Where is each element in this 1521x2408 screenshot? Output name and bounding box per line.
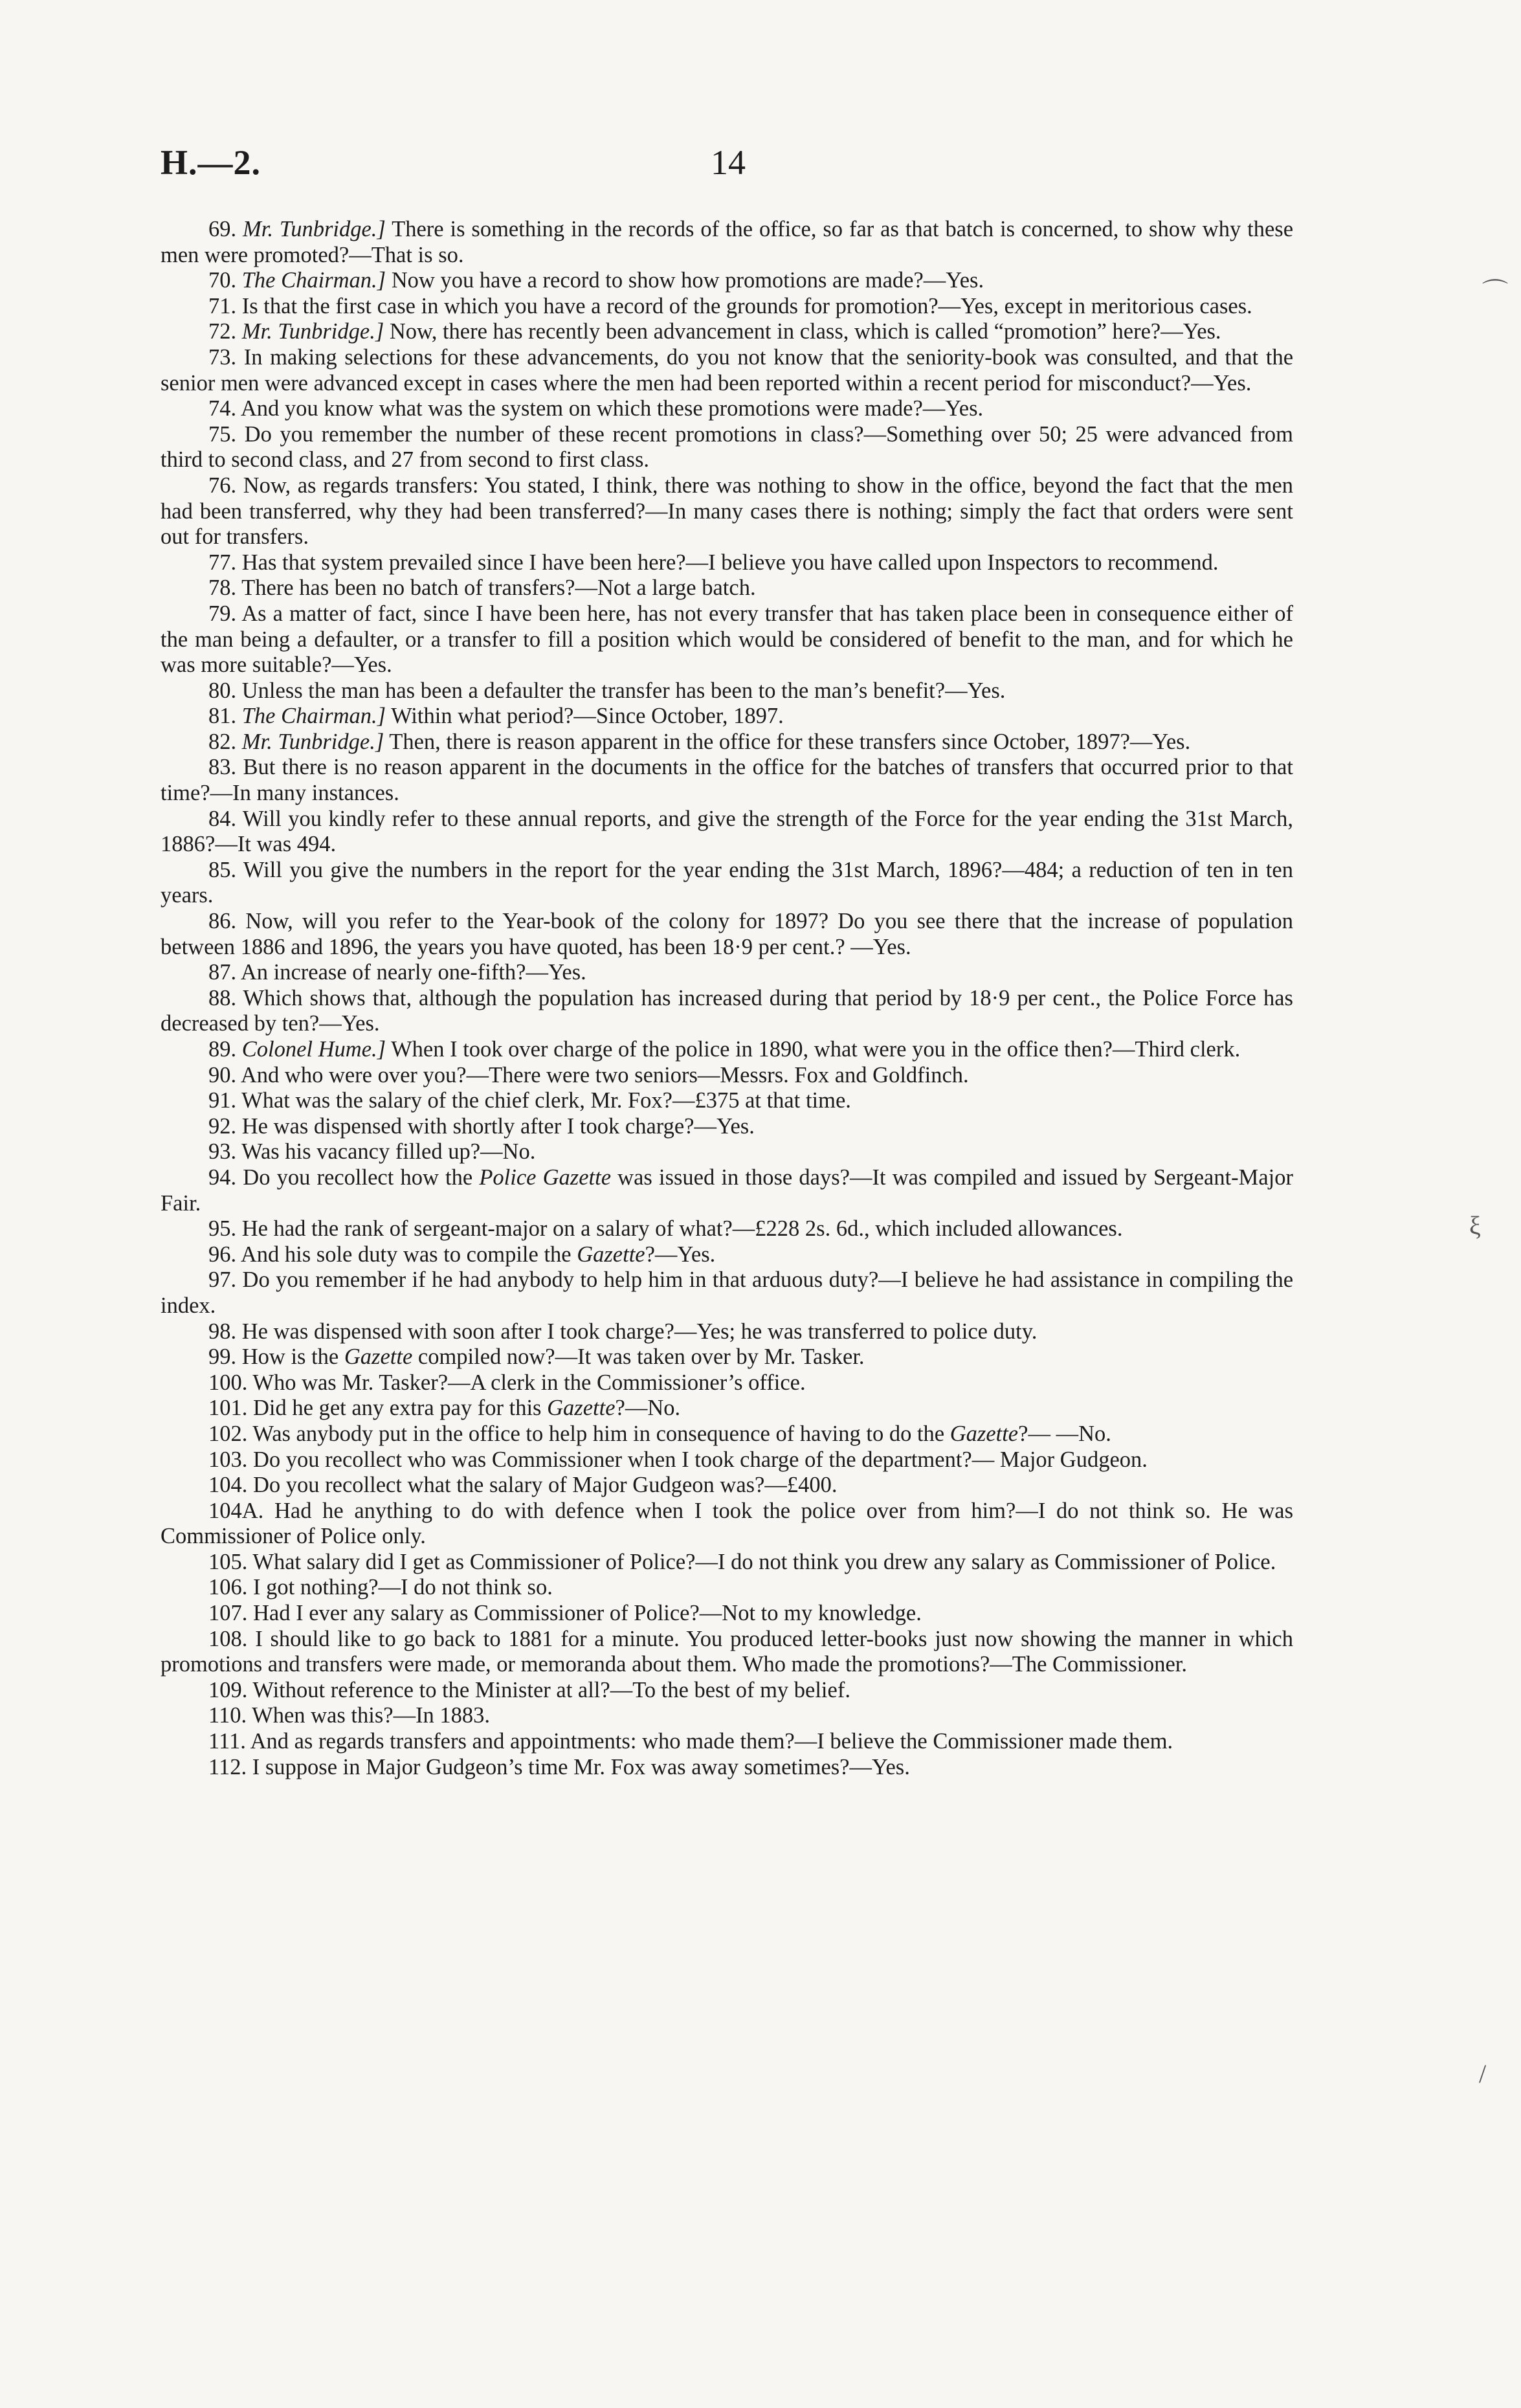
paragraph-text: Unless the man has been a defaulter the transfer has been to the man’s benefit?—Yes. <box>241 678 1006 703</box>
paragraph-text: But there is no reason apparent in the documents in the office for the batches of transfers that occurred prior to that time?—In many instances. <box>161 755 1293 806</box>
question-number: 107. <box>208 1601 248 1626</box>
paragraph-text: Which shows that, although the population has increased during that period by 18·9 per cent., the Police Force has decreased by ten?—Yes. <box>161 985 1293 1036</box>
question-number: 72. <box>208 319 237 344</box>
question-number: 73. <box>208 344 237 370</box>
paragraph-text: And who were over you?—There were two seniors—Messrs. Fox and Goldfinch. <box>240 1062 969 1087</box>
paragraph-text: Is that the first case in which you have a record of the grounds for promotion?—Yes, except in meritorious cases. <box>241 293 1252 318</box>
question-number: 85. <box>208 857 237 882</box>
paragraph-text: Will you kindly refer to these annual reports, and give the strength of the Force for the year ending the 31st March, 1886?—It was 494. <box>161 806 1293 857</box>
question-number: 79. <box>208 601 237 626</box>
question-number: 100. <box>208 1370 248 1395</box>
paragraph-text: An increase of nearly one-fifth?—Yes. <box>240 960 586 985</box>
paragraph-text: And as regards transfers and appointments: who made them?—I believe the Commissioner made them. <box>250 1729 1173 1754</box>
italic-title: Police Gazette <box>479 1165 612 1190</box>
paragraph-text: Do you recollect what the salary of Major Gudgeon was?—£400. <box>253 1473 838 1498</box>
paragraph-text: Now, there has recently been advancement in class, which is called “promotion” here?—Yes. <box>384 319 1221 344</box>
paragraph-text: He was dispensed with shortly after I took charge?—Yes. <box>241 1113 755 1139</box>
question-number: 91. <box>208 1088 237 1113</box>
paragraph-text: Without reference to the Minister at all?—To the best of my belief. <box>252 1677 850 1702</box>
qa-paragraph <box>161 1319 1293 1345</box>
qa-paragraph <box>161 1729 1293 1755</box>
paragraph-text: And you know what was the system on which these promotions were made?—Yes. <box>240 396 984 421</box>
question-number: 74. <box>208 396 237 421</box>
question-number: 98. <box>208 1319 237 1344</box>
paragraph-text: There is something in the records of the office, so far as that batch is concerned, to show why these men were promoted?—That is so. <box>161 217 1294 267</box>
question-number: 87. <box>208 960 237 985</box>
qa-paragraph <box>161 575 1293 601</box>
paragraph-text: Now, will you refer to the Year-book of the colony for 1897? Do you see there that the increase of population between 1886 and 1896, the years you have quoted, has been 18·9 per cent.? —Yes. <box>161 909 1294 959</box>
qa-paragraph <box>161 1396 1293 1421</box>
qa-paragraph <box>161 1114 1293 1140</box>
question-number: 78. <box>208 575 237 601</box>
paragraph-text: Do you remember the number of these recent promotions in class?—Something over 50; 25 were advanced from third to second class, and 27 from second to first class. <box>161 421 1294 473</box>
speaker-label: Colonel Hume.] <box>241 1037 386 1062</box>
paragraph-text: He was dispensed with soon after I took charge?—Yes; he was transferred to police duty. <box>241 1319 1038 1344</box>
qa-paragraph <box>161 1037 1293 1063</box>
question-number: 81. <box>208 704 237 729</box>
paragraph-text: Did he get any extra pay for this <box>253 1396 548 1421</box>
qa-paragraph <box>161 1267 1293 1319</box>
paragraph-text: Do you recollect how the <box>243 1165 480 1190</box>
qa-paragraph <box>161 601 1293 678</box>
paragraph-text: was issued in those days?—It was compiled and issued by Sergeant-Major Fair. <box>161 1165 1293 1216</box>
paragraph-text: Had he anything to do with defence when I took the police over from him?—I do not think so. He was Commissioner of Police only. <box>161 1498 1294 1549</box>
margin-mark: ξ <box>1469 1211 1481 1240</box>
question-number: 94. <box>208 1165 237 1190</box>
qa-paragraph <box>161 678 1293 704</box>
paragraph-text: Do you recollect who was Commissioner when I took charge of the department?— Major Gudgeon. <box>253 1447 1148 1472</box>
question-number: 104. <box>208 1473 248 1498</box>
qa-paragraph <box>161 1755 1293 1781</box>
qa-paragraph <box>161 909 1293 960</box>
document-reference: H.—2. <box>161 143 261 182</box>
margin-mark: ⌒ <box>1482 278 1508 307</box>
page-number: 14 <box>711 143 746 182</box>
paragraph-text: Do you remember if he had anybody to help him in that arduous duty?—I believe he had assistance in compiling the index. <box>161 1267 1294 1318</box>
question-number: 77. <box>208 550 237 575</box>
speaker-label: Mr. Tunbridge.] <box>241 729 384 754</box>
question-number: 97. <box>208 1267 237 1293</box>
paragraph-text: In making selections for these advancements, do you not know that the seniority-book was consulted, and that the senior men were advanced except in cases where the men had been reported within a recent period for misconduct?—Yes. <box>161 344 1294 396</box>
qa-paragraph <box>161 1344 1293 1370</box>
italic-title: Gazette <box>949 1421 1019 1446</box>
question-number: 106. <box>208 1575 248 1600</box>
paragraph-text: Was his vacancy filled up?—No. <box>241 1139 536 1165</box>
question-number: 104A. <box>208 1498 264 1523</box>
paragraph-text: As a matter of fact, since I have been here, has not every transfer that has taken place been in consequence either of the man being a defaulter, or a transfer to fill a position which would be considered of benefit to the man, and for which he was more suitable?—Yes. <box>161 601 1293 678</box>
question-number: 86. <box>208 909 237 934</box>
qa-paragraph <box>161 294 1293 320</box>
qa-paragraph <box>161 1063 1293 1089</box>
qa-paragraph <box>161 1575 1293 1601</box>
question-number: 88. <box>208 985 237 1010</box>
paragraph-text: ?—No. <box>615 1396 681 1421</box>
qa-paragraph <box>161 1242 1293 1268</box>
paragraph-text: Now you have a record to show how promotions are made?—Yes. <box>386 268 984 293</box>
italic-title: Gazette <box>577 1242 645 1267</box>
paragraph-text: When I took over charge of the police in 1890, what were you in the office then?—Third clerk. <box>386 1037 1241 1062</box>
qa-paragraph <box>161 345 1293 396</box>
qa-paragraph <box>161 704 1293 730</box>
paragraph-text: When was this?—In 1883. <box>252 1703 491 1728</box>
question-number: 69. <box>208 217 237 241</box>
question-number: 101. <box>208 1396 248 1421</box>
qa-paragraph <box>161 858 1293 909</box>
qa-paragraph <box>161 1216 1293 1242</box>
document-body <box>161 217 1293 1780</box>
paragraph-text: Within what period?—Since October, 1897. <box>386 704 784 729</box>
speaker-label: The Chairman.] <box>241 704 386 729</box>
question-number: 82. <box>208 729 237 754</box>
question-number: 70. <box>208 268 237 293</box>
italic-title: Gazette <box>547 1396 616 1421</box>
qa-paragraph <box>161 960 1293 986</box>
qa-paragraph <box>161 1627 1293 1678</box>
italic-title: Gazette <box>344 1344 413 1370</box>
question-number: 112. <box>208 1754 247 1779</box>
qa-paragraph <box>161 396 1293 422</box>
paragraph-text: ?—Yes. <box>645 1242 716 1267</box>
question-number: 110. <box>208 1703 247 1728</box>
paragraph-text: What was the salary of the chief clerk, Mr. Fox?—£375 at that time. <box>241 1088 851 1113</box>
qa-paragraph <box>161 1421 1293 1447</box>
qa-paragraph <box>161 319 1293 345</box>
paragraph-text: ?— —No. <box>1018 1421 1111 1446</box>
question-number: 103. <box>208 1447 248 1472</box>
paragraph-text: I should like to go back to 1881 for a minute. You produced letter-books just now showing the manner in which promotions and transfers were made, or memoranda about them. Who made the promotions?—The Commissioner. <box>161 1626 1293 1677</box>
paragraph-text: Then, there is reason apparent in the office for these transfers since October, 1897?—Yes. <box>384 729 1191 754</box>
qa-paragraph <box>161 1370 1293 1396</box>
paragraph-text: He had the rank of sergeant-major on a salary of what?—£228 2s. 6d., which included allowances. <box>241 1216 1123 1242</box>
qa-paragraph <box>161 1139 1293 1165</box>
qa-paragraph <box>161 755 1293 806</box>
question-number: 109. <box>208 1677 248 1702</box>
qa-paragraph <box>161 550 1293 576</box>
question-number: 75. <box>208 421 237 447</box>
question-number: 84. <box>208 806 237 831</box>
speaker-label: Mr. Tunbridge.] <box>243 217 386 241</box>
qa-paragraph <box>161 268 1293 294</box>
question-number: 93. <box>208 1139 237 1165</box>
speaker-label: The Chairman.] <box>241 268 386 293</box>
question-number: 99. <box>208 1344 237 1370</box>
paragraph-text: And his sole duty was to compile the <box>240 1242 577 1267</box>
qa-paragraph <box>161 1678 1293 1704</box>
page-header <box>161 142 1300 194</box>
paragraph-text: I suppose in Major Gudgeon’s time Mr. Fox was away sometimes?—Yes. <box>252 1754 910 1779</box>
question-number: 96. <box>208 1242 237 1267</box>
qa-paragraph <box>161 986 1293 1037</box>
margin-mark: / <box>1479 2059 1487 2088</box>
qa-paragraph <box>161 217 1293 268</box>
paragraph-text: How is the <box>241 1344 344 1370</box>
qa-paragraph <box>161 730 1293 755</box>
paragraph-text: Had I ever any salary as Commissioner of Police?—Not to my knowledge. <box>253 1601 922 1626</box>
question-number: 80. <box>208 678 237 703</box>
question-number: 89. <box>208 1037 237 1062</box>
paragraph-text: There has been no batch of transfers?—Not a large batch. <box>241 575 756 601</box>
qa-paragraph <box>161 1601 1293 1627</box>
question-number: 102. <box>208 1421 248 1446</box>
qa-paragraph <box>161 1165 1293 1216</box>
paragraph-text: What salary did I get as Commissioner of Police?—I do not think you drew any salary as Commissioner of Police. <box>252 1549 1276 1574</box>
question-number: 71. <box>208 293 237 318</box>
question-number: 92. <box>208 1113 237 1139</box>
question-number: 95. <box>208 1216 237 1242</box>
paragraph-text: Was anybody put in the office to help him in consequence of having to do the <box>252 1421 950 1446</box>
paragraph-text: Who was Mr. Tasker?—A clerk in the Commissioner’s office. <box>252 1370 806 1395</box>
qa-paragraph <box>161 473 1293 550</box>
paragraph-text: I got nothing?—I do not think so. <box>253 1575 553 1600</box>
qa-paragraph <box>161 1550 1293 1576</box>
speaker-label: Mr. Tunbridge.] <box>241 319 384 344</box>
question-number: 111. <box>208 1729 246 1754</box>
qa-paragraph <box>161 1473 1293 1499</box>
paragraph-text: Has that system prevailed since I have been here?—I believe you have called upon Inspectors to recommend. <box>241 550 1219 575</box>
qa-paragraph <box>161 1447 1293 1473</box>
qa-paragraph <box>161 807 1293 858</box>
qa-paragraph <box>161 1499 1293 1550</box>
paragraph-text: Will you give the numbers in the report for the year ending the 31st March, 1896?—484; a reduction of ten in ten years. <box>161 857 1293 908</box>
question-number: 108. <box>208 1626 248 1651</box>
qa-paragraph <box>161 1088 1293 1114</box>
question-number: 105. <box>208 1549 248 1574</box>
question-number: 76. <box>208 473 237 498</box>
paragraph-text: Now, as regards transfers: You stated, I think, there was nothing to show in the office, beyond the fact that the men had been transferred, why they had been transferred?—In many cases there is nothing; simply the fact that orders were sent out for transfers. <box>161 473 1293 550</box>
paragraph-text: compiled now?—It was taken over by Mr. Tasker. <box>412 1344 865 1370</box>
question-number: 90. <box>208 1062 237 1087</box>
qa-paragraph <box>161 422 1293 473</box>
question-number: 83. <box>208 755 237 780</box>
qa-paragraph <box>161 1703 1293 1729</box>
